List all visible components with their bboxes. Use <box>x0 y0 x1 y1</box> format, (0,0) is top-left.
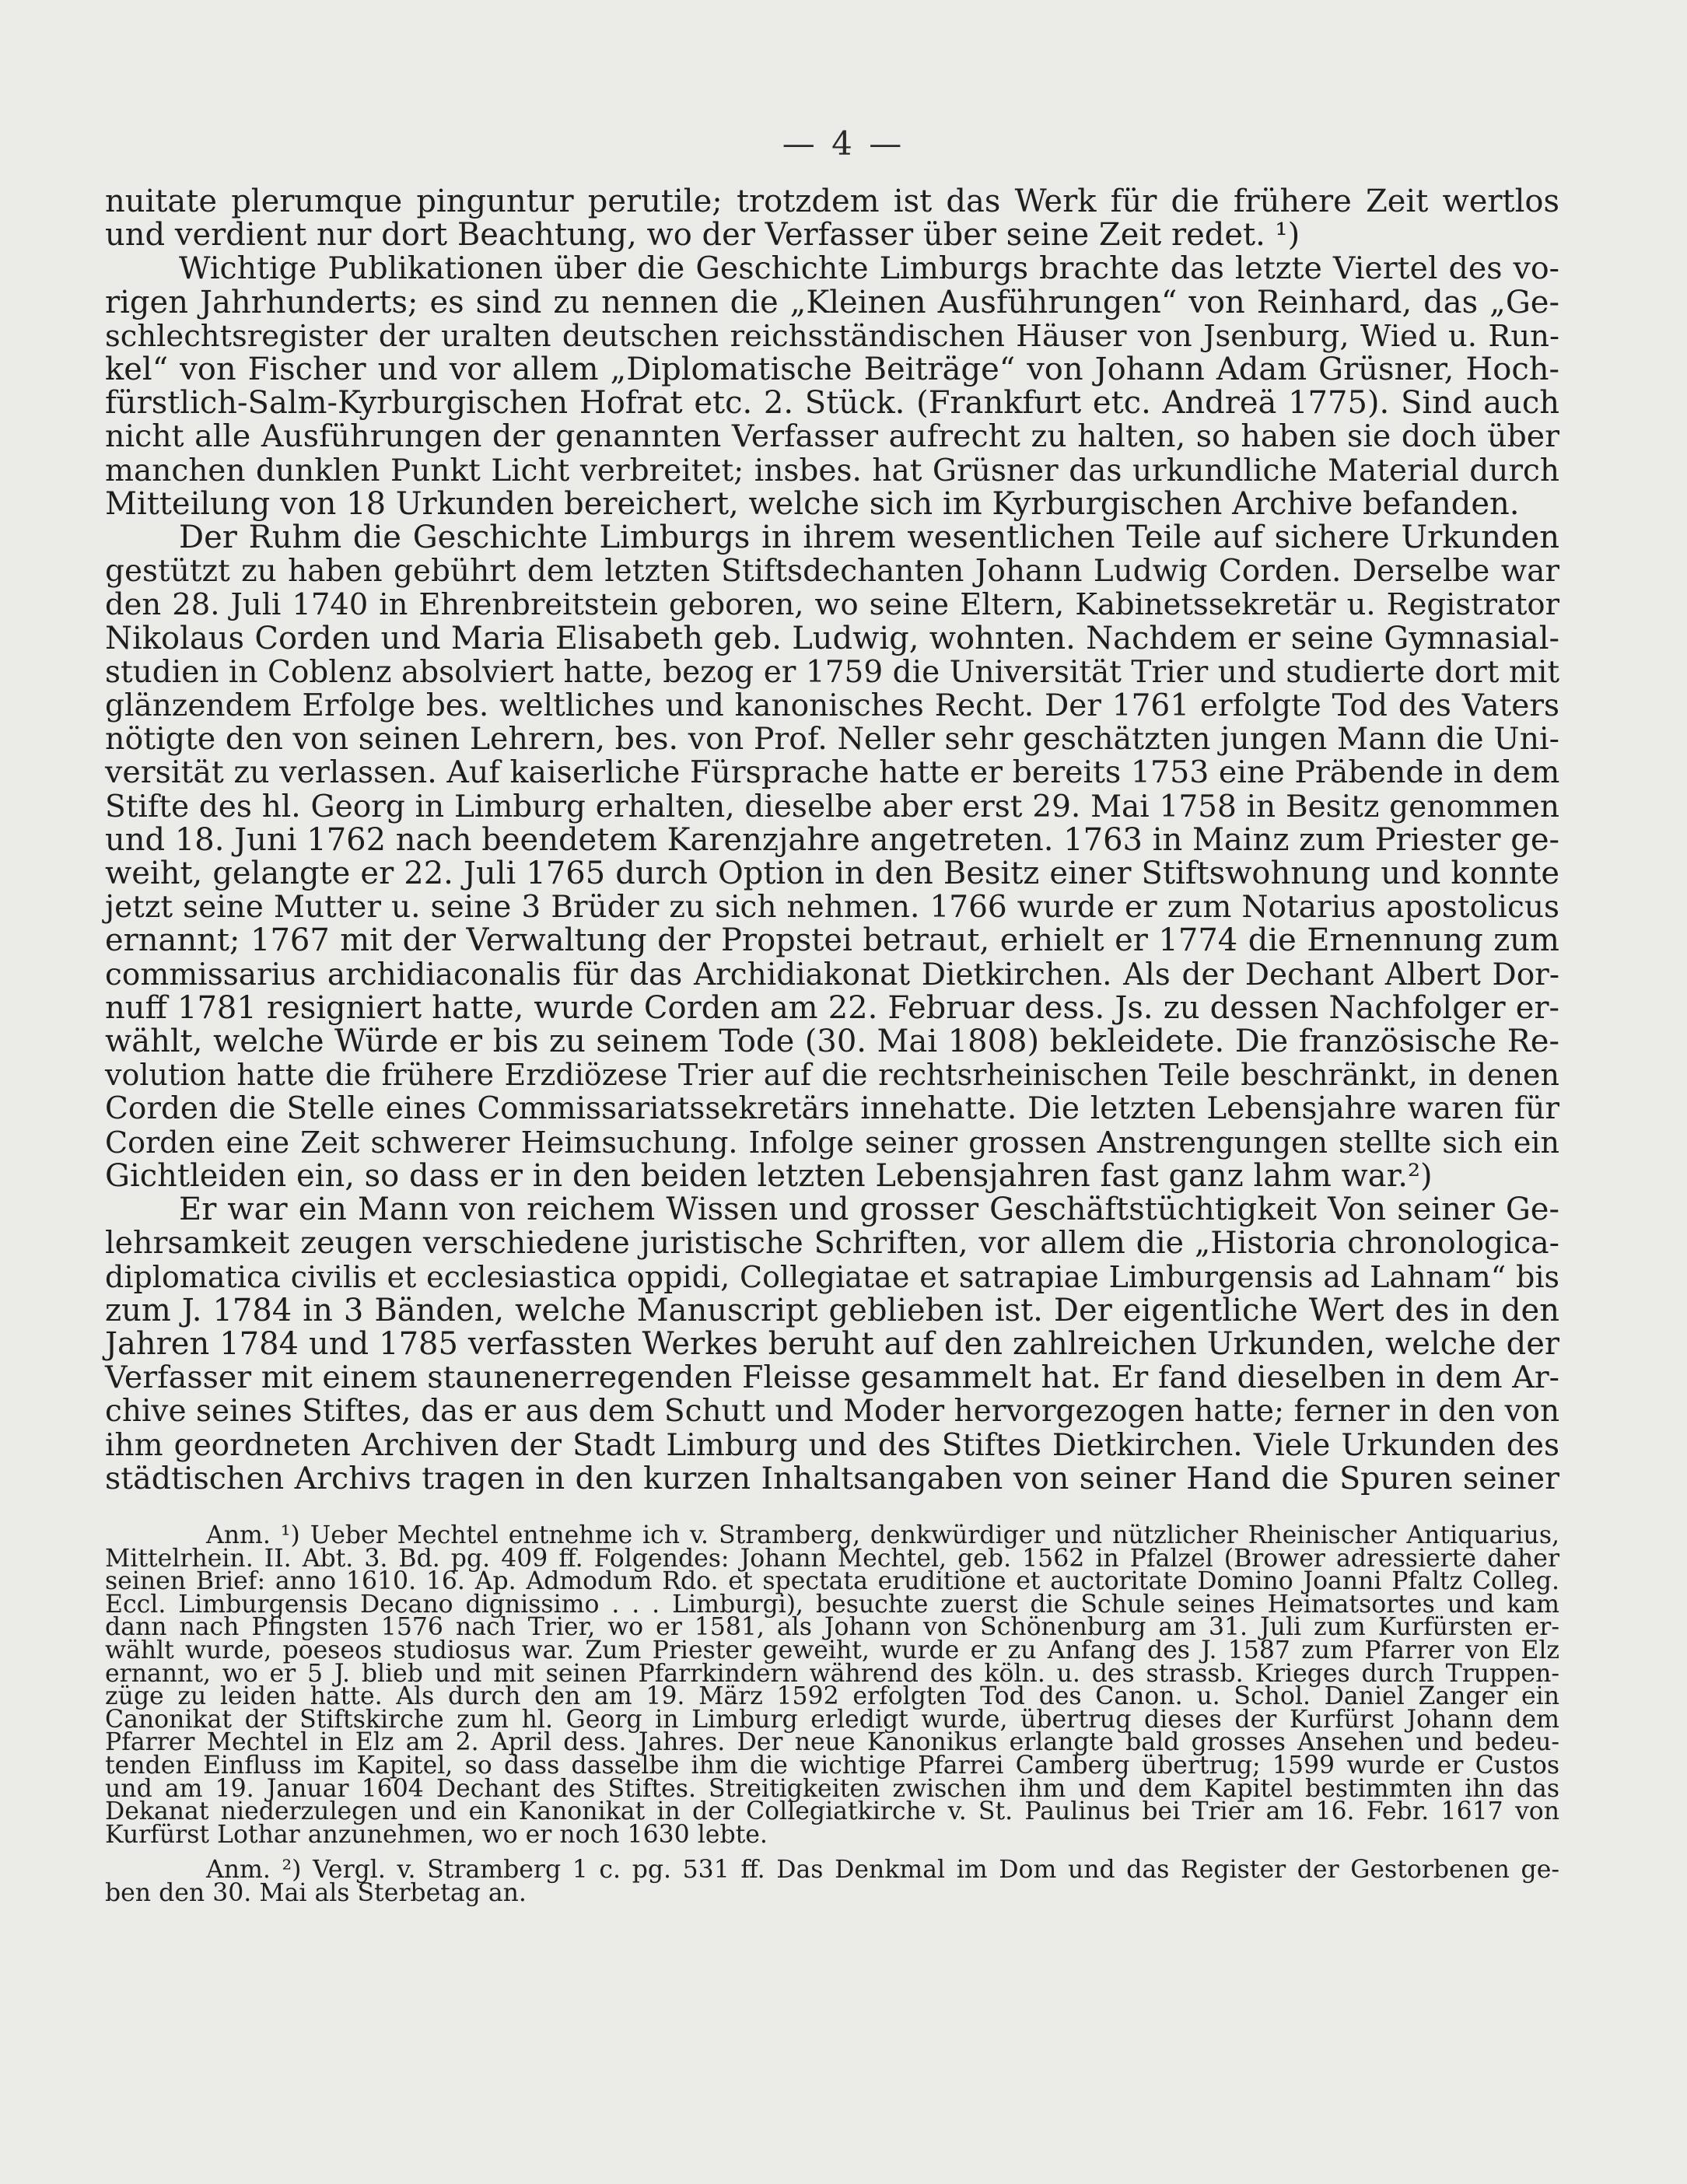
footnote-line: wählt wurde, poeseos studiosus war. Zum Priester geweiht, wurde er zu Anfang des J. 1587 zum Pfarrer von Elz <box>105 1636 1559 1664</box>
body-line: Corden die Stelle eines Commissariatssekretärs innehatte. Die letzten Lebensjahre waren für <box>105 1091 1559 1127</box>
body-line: wählt, welche Würde er bis zu seinem Tode (30. Mai 1808) bekleidete. Die französische Re- <box>105 1024 1559 1060</box>
footnote-line: tenden Einfluss im Kapitel, so dass dasselbe ihm die wichtige Pfarrei Camberg übertrug; 1599 wurde er Custos <box>105 1751 1559 1780</box>
body-line: nuitate plerumque pinguntur perutile; trotzdem ist das Werk für die frühere Zeit wertlos <box>105 184 1559 219</box>
body-line: versität zu verlassen. Auf kaiserliche Fürsprache hatte er bereits 1753 eine Präbende in dem <box>105 754 1560 791</box>
body-line: und verdient nur dort Beachtung, wo der Verfasser über seine Zeit redet. ¹) <box>105 217 1300 254</box>
body-line: gestützt zu haben gebührt dem letzten Stiftsdechanten Johann Ludwig Corden. Derselbe war <box>105 554 1559 590</box>
body-line: manchen dunklen Punkt Licht verbreitet; insbes. hat Grüsner das urkundliche Material durch <box>105 453 1559 488</box>
footnote-line: dann nach Pfingsten 1576 nach Trier, wo er 1581, als Johann von Schönenburg am 31. Juli zum Kurfürsten er- <box>105 1613 1559 1642</box>
body-line: rigen Jahrhunderts; es sind zu nennen die „Kleinen Ausführungen“ von Reinhard, das „Ge- <box>105 284 1559 320</box>
footnote-line: Eccl. Limburgensis Decano dignissimo . . . Limburgi), besuchte zuerst die Schule seines Heimatsortes und kam <box>105 1590 1559 1619</box>
body-line: kel“ von Fischer und vor allem „Diplomatische Beiträge“ von Johann Adam Grüsner, Hoch- <box>105 352 1559 388</box>
footnote-line: Kurfürst Lothar anzunehmen, wo er noch 1630 lebte. <box>105 1820 768 1849</box>
footnote-line: Dekanat niederzulegen und ein Kanonikat in der Collegiatkirche v. St. Paulinus bei Trier am 16. Febr. 1617 von <box>105 1797 1559 1826</box>
footnote-line: seinen Brief: anno 1610. 16. Ap. Admodum Rdo. et spectata eruditione et auctoritate Domino Joanni Pfaltz Colleg. <box>105 1567 1559 1596</box>
body-line: ihm geordneten Archiven der Stadt Limburg und des Stiftes Dietkirchen. Viele Urkunden des <box>105 1427 1559 1463</box>
body-line: den 28. Juli 1740 in Ehrenbreitstein geboren, wo seine Eltern, Kabinetssekretär u. Registrator <box>105 587 1559 623</box>
body-line: diplomatica civilis et ecclesiastica oppidi, Collegiatae et satrapiae Limburgensis ad Lahnam“ bis <box>105 1259 1559 1294</box>
body-text <box>105 185 1559 1496</box>
footnote-line: Anm. ²) Vergl. v. Stramberg 1 c. pg. 531 ff. Das Denkmal im Dom und das Register der Gestorbenen ge- <box>206 1856 1559 1885</box>
body-line: chive seines Stiftes, das er aus dem Schutt und Moder hervorgezogen hatte; ferner in den von <box>105 1394 1560 1430</box>
footnote-line: züge zu leiden hatte. Als durch den am 19. März 1592 erfolgten Tod des Canon. u. Schol. Daniel Zanger ein <box>105 1682 1559 1711</box>
body-line: zum J. 1784 in 3 Bänden, welche Manuscript geblieben ist. Der eigentliche Wert des in den <box>105 1292 1559 1328</box>
body-line: Nikolaus Corden und Maria Elisabeth geb. Ludwig, wohnten. Nachdem er seine Gymnasial- <box>105 620 1559 656</box>
footnote-line: Anm. ¹) Ueber Mechtel entnehme ich v. Stramberg, denkwürdiger und nützlicher Rheinischer Antiquarius, <box>206 1521 1559 1549</box>
footnote-line: Canonikat der Stiftskirche zum hl. Georg in Limburg erledigt wurde, übertrug dieses der Kurfürst Johann dem <box>105 1705 1559 1734</box>
body-line: lehrsamkeit zeugen verschiedene juristische Schriften, vor allem die „Historia chronologica- <box>105 1225 1559 1262</box>
body-line: nötigte den von seinen Lehrern, bes. von Prof. Neller sehr geschätzten jungen Mann die Uni- <box>105 721 1559 758</box>
footnotes <box>105 1521 1559 1907</box>
footnote-line: ben den 30. Mai als Sterbetag an. <box>105 1878 527 1907</box>
body-line: weiht, gelangte er 22. Juli 1765 durch Option in den Besitz einer Stiftswohnung und konnte <box>105 856 1559 892</box>
body-line: Corden eine Zeit schwerer Heimsuchung. Infolge seiner grossen Anstrengungen stellte sich ein <box>105 1125 1559 1160</box>
body-line: Er war ein Mann von reichem Wissen und grosser Geschäftstüchtigkeit Von seiner Ge- <box>179 1192 1559 1228</box>
body-line: studien in Coblenz absolviert hatte, bezog er 1759 die Universität Trier und studierte dort mit <box>105 654 1559 690</box>
body-line: ernannt; 1767 mit der Verwaltung der Propstei betraut, erhielt er 1774 die Ernennung zum <box>105 922 1559 959</box>
body-line: commissarius archidiaconalis für das Archidiakonat Dietkirchen. Als der Dechant Albert Dor- <box>105 957 1559 992</box>
footnote-line: ernannt, wo er 5 J. blieb und mit seinen Pfarrkindern während des köln. u. des strassb. Krieges durch Truppen- <box>105 1659 1559 1688</box>
body-line: Verfasser mit einem staunenerregenden Fleisse gesammelt hat. Er fand dieselben in dem Ar- <box>105 1360 1559 1396</box>
page-number: — 4 — <box>782 124 905 163</box>
body-line: fürstlich-Salm-Kyrburgischen Hofrat etc. 2. Stück. (Frankfurt etc. Andreä 1775). Sind auch <box>105 385 1559 422</box>
body-line: jetzt seine Mutter u. seine 3 Brüder zu sich nehmen. 1766 wurde er zum Notarius apostolicus <box>105 890 1559 926</box>
body-line: Mitteilung von 18 Urkunden bereichert, welche sich im Kyrburgischen Archive befanden. <box>105 485 1520 522</box>
body-line: Wichtige Publikationen über die Geschichte Limburgs brachte das letzte Viertel des vo- <box>179 250 1559 287</box>
body-line: Stifte des hl. Georg in Limburg erhalten, dieselbe aber erst 29. Mai 1758 in Besitz genommen <box>105 789 1559 824</box>
body-line: nuff 1781 resigniert hatte, wurde Corden am 22. Februar dess. Js. zu dessen Nachfolger er- <box>105 989 1559 1026</box>
body-line: Gichtleiden ein, so dass er in den beiden letzten Lebensjahren fast ganz lahm war.²) <box>105 1157 1433 1194</box>
body-line: Der Ruhm die Geschichte Limburgs in ihrem wesentlichen Teile auf sichere Urkunden <box>179 520 1559 556</box>
footnote-line: Mittelrhein. II. Abt. 3. Bd. pg. 409 ff. Folgendes: Johann Mechtel, geb. 1562 in Pfalzel (Brower adressierte daher <box>105 1544 1559 1573</box>
body-line: schlechtsregister der uralten deutschen reichsständischen Häuser von Jsenburg, Wied u. Run- <box>105 318 1559 354</box>
body-line: städtischen Archivs tragen in den kurzen Inhaltsangaben von seiner Hand die Spuren seiner <box>105 1460 1559 1496</box>
body-line: und 18. Juni 1762 nach beendetem Karenzjahre angetreten. 1763 in Mainz zum Priester ge- <box>105 821 1559 858</box>
body-line: glänzendem Erfolge bes. weltliches und kanonisches Recht. Der 1761 erfolgte Tod des Vaters <box>105 688 1559 724</box>
footnote-line: und am 19. Januar 1604 Dechant des Stiftes. Streitigkeiten zwischen ihm und dem Kapitel bestimmten ihn das <box>105 1774 1559 1803</box>
body-line: Jahren 1784 und 1785 verfassten Werkes beruht auf den zahlreichen Urkunden, welche der <box>105 1325 1559 1362</box>
footnote-line: Pfarrer Mechtel in Elz am 2. April dess. Jahres. Der neue Kanonikus erlangte bald grosses Ansehen und bedeu- <box>105 1728 1559 1757</box>
body-line: volution hatte die frühere Erzdiözese Trier auf die rechtsrheinischen Teile beschränkt, in denen <box>105 1058 1559 1093</box>
body-line: nicht alle Ausführungen der genannten Verfasser aufrecht zu halten, so haben sie doch über <box>105 418 1559 455</box>
